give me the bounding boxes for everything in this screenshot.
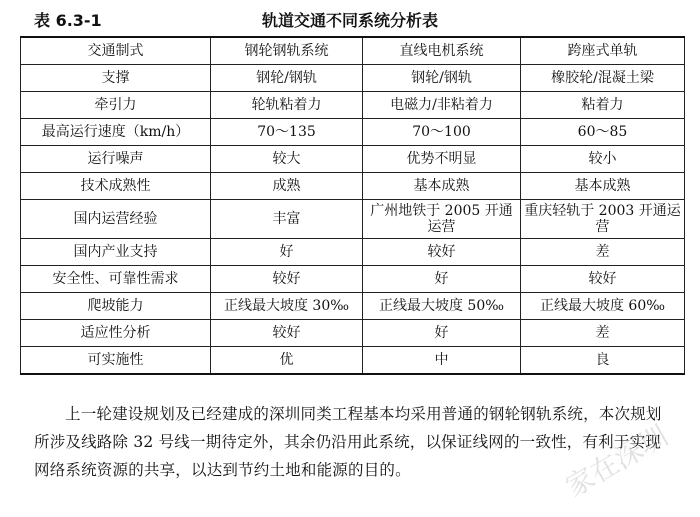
table-row	[21, 173, 685, 200]
table-row	[21, 146, 685, 173]
table-cell: 重庆轻轨于 2003 开通运营	[521, 200, 685, 239]
table-cell: 基本成熟	[363, 173, 521, 200]
table-cell: 橡胶轮/混凝土梁	[521, 65, 685, 92]
table-cell: 优	[211, 347, 363, 375]
table-row	[21, 200, 685, 239]
row-label: 牵引力	[21, 92, 211, 119]
table-number: 表 6.3-1	[34, 11, 102, 30]
table-cell: 好	[211, 239, 363, 266]
table-cell: 丰富	[211, 200, 363, 239]
table-cell: 中	[363, 347, 521, 375]
rail-system-comparison-table	[20, 36, 685, 375]
table-row	[21, 65, 685, 92]
table-cell: 好	[363, 266, 521, 293]
column-header: 钢轮钢轨系统	[211, 37, 363, 65]
table-cell: 60～85	[521, 119, 685, 146]
table-title: 轨道交通不同系统分析表	[261, 11, 438, 30]
table-row	[21, 266, 685, 293]
row-label: 可实施性	[21, 347, 211, 375]
table-cell: 基本成熟	[521, 173, 685, 200]
table-cell: 钢轮/钢轨	[363, 65, 521, 92]
table-row	[21, 320, 685, 347]
table-cell: 正线最大坡度 60‰	[521, 293, 685, 320]
table-header-row	[21, 37, 685, 65]
table-cell: 较好	[521, 266, 685, 293]
row-label: 技术成熟性	[21, 173, 211, 200]
row-label: 最高运行速度（km/h）	[21, 119, 211, 146]
table-row	[21, 293, 685, 320]
column-header: 跨座式单轨	[521, 37, 685, 65]
table-cell: 较好	[363, 239, 521, 266]
row-label: 支撑	[21, 65, 211, 92]
row-label: 国内运营经验	[21, 200, 211, 239]
table-cell: 电磁力/非粘着力	[363, 92, 521, 119]
column-header: 直线电机系统	[363, 37, 521, 65]
row-label: 运行噪声	[21, 146, 211, 173]
table-cell: 70～135	[211, 119, 363, 146]
table-row	[21, 347, 685, 375]
table-cell: 正线最大坡度 50‰	[363, 293, 521, 320]
table-cell: 广州地铁于 2005 开通运营	[363, 200, 521, 239]
table-cell: 差	[521, 239, 685, 266]
table-row	[21, 239, 685, 266]
table-cell: 良	[521, 347, 685, 375]
site-watermark: 家在深圳	[560, 419, 674, 504]
table-cell: 钢轮/钢轨	[211, 65, 363, 92]
table-row	[21, 92, 685, 119]
row-label: 爬坡能力	[21, 293, 211, 320]
table-cell: 较好	[211, 266, 363, 293]
table-cell: 好	[363, 320, 521, 347]
table-cell: 优势不明显	[363, 146, 521, 173]
row-label: 适应性分析	[21, 320, 211, 347]
table-cell: 较好	[211, 320, 363, 347]
column-header: 交通制式	[21, 37, 211, 65]
table-cell: 较大	[211, 146, 363, 173]
table-cell: 轮轨粘着力	[211, 92, 363, 119]
table-cell: 正线最大坡度 30‰	[211, 293, 363, 320]
row-label: 国内产业支持	[21, 239, 211, 266]
table-cell: 成熟	[211, 173, 363, 200]
body-paragraph: 上一轮建设规划及已经建成的深圳同类工程基本均采用普通的钢轮钢轨系统，本次规划所涉及线路除 32 号线一期待定外，其余仍沿用此系统，以保证线网的一致性，有利于实现网络系统资源的共享，以达到节约土地和能源的目的。	[34, 405, 662, 479]
row-label: 安全性、可靠性需求	[21, 266, 211, 293]
table-cell: 粘着力	[521, 92, 685, 119]
table-cell: 差	[521, 320, 685, 347]
table-cell: 较小	[521, 146, 685, 173]
table-cell: 70～100	[363, 119, 521, 146]
table-row	[21, 119, 685, 146]
table-caption	[0, 0, 700, 34]
